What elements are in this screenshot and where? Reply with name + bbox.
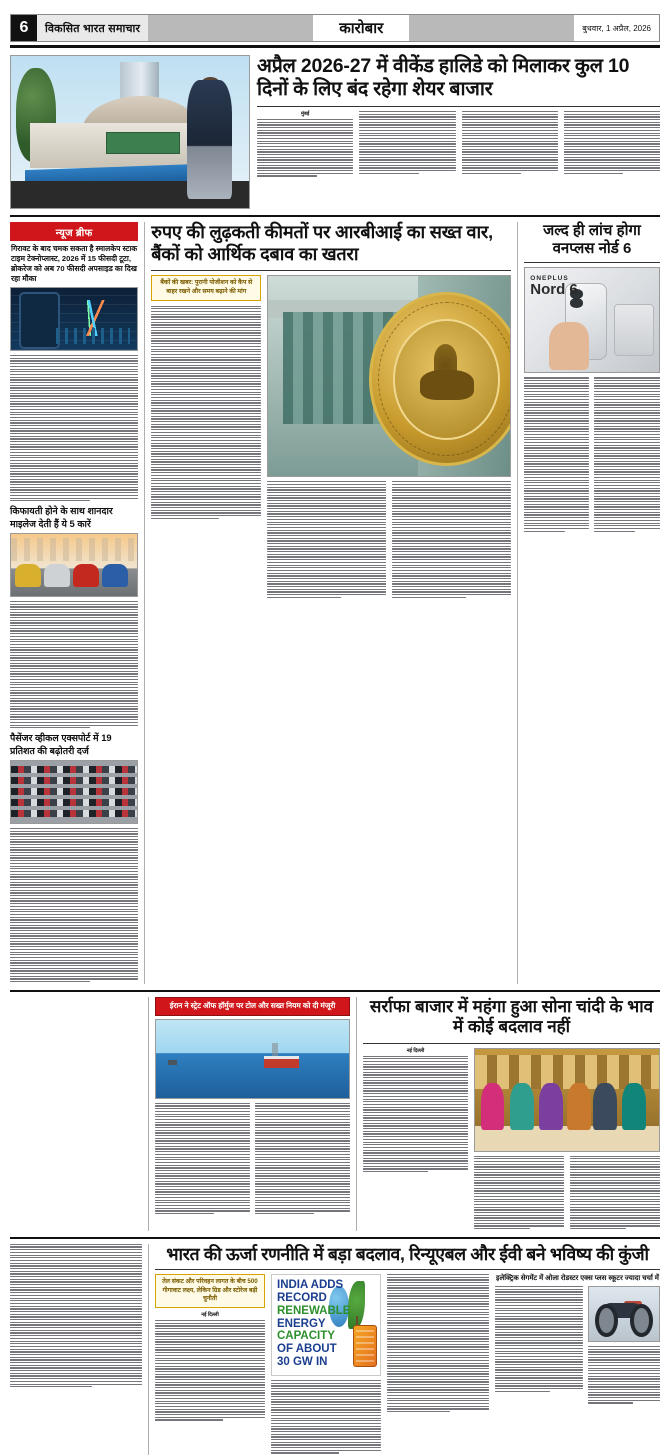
- masthead-spacer-left: [148, 15, 313, 41]
- gold-divider: [363, 1043, 660, 1044]
- section-divider-2: [10, 990, 660, 992]
- news-brief-item-2-body: [10, 601, 138, 729]
- lead-columns: [257, 111, 660, 178]
- energy-column-3: [387, 1274, 489, 1455]
- gold-byline: नई दिल्ली: [406, 1047, 425, 1054]
- masthead: [10, 14, 660, 42]
- section-divider-1: [10, 215, 660, 217]
- lead-body-3: [462, 111, 558, 174]
- news-brief-item-2-summary: किफायती होने के साथ शानदार माइलेज देती हैं ये 5 कारें: [10, 505, 113, 529]
- energy-graphic-line-5: CAPACITY: [277, 1330, 335, 1343]
- iran-story: [155, 997, 350, 1231]
- bottom-band: [10, 1244, 660, 1455]
- lead-body-4: [564, 111, 660, 174]
- column-rule-4: [356, 997, 357, 1231]
- energy-graphic-line-6: OF ABOUT: [277, 1343, 337, 1356]
- masthead-spacer-right: [409, 15, 574, 41]
- column-rule-2: [517, 222, 518, 984]
- ev-sub-headline: इलेक्ट्रिक सेगमेंट में ओला रोडस्टर एक्स प्लस स्कूटर ज्यादा चर्चा में: [496, 1274, 659, 1282]
- stock-app-photo: [10, 287, 138, 351]
- oneplus-body-1: [524, 377, 590, 533]
- newspaper-brand: विकसित भारत समाचार: [37, 15, 148, 41]
- car-parking-lot-photo: [10, 760, 138, 824]
- energy-headline: भारत की ऊर्जा रणनीति में बड़ा बदलाव, रिन्यूएबल और ईवी बने भविष्य की कुंजी: [166, 1243, 649, 1264]
- column-rule-5: [148, 1244, 149, 1455]
- rbi-divider: [151, 270, 511, 271]
- jewellery-showroom-photo: [474, 1048, 660, 1152]
- energy-body-3: [387, 1274, 489, 1412]
- third-band: [10, 997, 660, 1231]
- energy-graphic-line-4: ENERGY: [277, 1317, 326, 1330]
- issue-date: बुधवार, 1 अप्रैल, 2026: [574, 15, 659, 41]
- lead-story: [10, 55, 660, 209]
- lead-photo-block: [10, 55, 250, 209]
- ev-body-2: [588, 1346, 660, 1404]
- bottom-left-body: [10, 1244, 142, 1388]
- gold-body-3: [570, 1156, 660, 1231]
- news-brief-item-1-summary: गिरावट के बाद चमक सकता है स्मालकेप स्टाक टाइम टेक्नोप्लास्ट, 2026 में 15 फीसदी टूटा, ब्रोकरेज को अब 70 फीसदी अपसाइड का दिख रहा मौका: [11, 244, 138, 284]
- oneplus-divider: [524, 262, 660, 263]
- oneplus-brand-label: ONEPLUS: [530, 274, 569, 282]
- column-rule-1: [144, 222, 145, 984]
- energy-graphic-line-1: INDIA ADDS: [277, 1278, 344, 1291]
- rbi-callout: बैंकों की खबर: पुरानी पोजीशन को कैप से बाहर रखने और समय बढ़ाने की मांग: [151, 275, 261, 300]
- energy-graphic-line-3: RENEWABLE: [277, 1304, 351, 1317]
- lead-divider: [257, 106, 660, 107]
- news-brief-banner: न्यूज ब्रीफ: [10, 222, 138, 241]
- ev-scooter-story: [495, 1274, 660, 1455]
- cars-lineup-photo: [10, 533, 138, 597]
- section-title: कारोबार: [313, 15, 409, 41]
- lead-column-2: [359, 111, 455, 178]
- energy-story: [155, 1244, 660, 1455]
- gold-body-1: [363, 1056, 468, 1173]
- gold-story: [363, 997, 660, 1231]
- lead-text-block: [257, 55, 660, 209]
- lead-column-4: [564, 111, 660, 178]
- news-brief-item-1-body: [10, 355, 138, 501]
- energy-body-2: [271, 1380, 381, 1454]
- gold-body-2: [474, 1156, 564, 1231]
- oneplus-headline: जल्द ही लांच होगा वनप्लस नोर्ड 6: [543, 222, 641, 257]
- ev-body-1: [495, 1286, 583, 1405]
- rbi-body-3: [392, 481, 511, 599]
- rbi-headline: रुपए की लुढ़कती कीमतों पर आरबीआई का सख्त वार, बैंकों को आर्थिक दबाव का खतरा: [151, 222, 493, 264]
- energy-body-1: [155, 1320, 265, 1421]
- energy-divider: [155, 1269, 660, 1270]
- news-brief-column: [10, 222, 138, 984]
- third-band-left-spacer: [10, 997, 142, 1231]
- electric-scooter-photo: [588, 1286, 660, 1342]
- iran-banner: ईरान ने स्ट्रेट ऑफ हॉर्मुज पर टोल और सख्त नियम को दी मंजूरी: [155, 997, 350, 1016]
- strait-of-hormuz-photo: [155, 1019, 350, 1099]
- oneplus-body-2: [594, 377, 660, 533]
- gold-headline: सर्राफा बाजार में महंगा हुआ सोना चांदी के भाव में कोई बदलाव नहीं: [369, 996, 654, 1037]
- energy-graphic-line-2: RECORD: [277, 1291, 327, 1304]
- oneplus-story: [524, 222, 660, 984]
- bse-building-photo: [10, 55, 250, 209]
- news-brief-item-3-body: [10, 828, 138, 982]
- masthead-rule: [10, 45, 660, 48]
- iran-body-2: [255, 1103, 350, 1216]
- energy-graphic-line-7: 30 GW IN: [277, 1356, 328, 1369]
- lead-body-1: [257, 119, 353, 177]
- middle-band: [10, 222, 660, 984]
- energy-byline: नई दिल्ली: [201, 1311, 219, 1318]
- iran-body-1: [155, 1103, 250, 1216]
- rbi-building-photo: [267, 275, 511, 477]
- oneplus-model-label: Nord 6: [530, 280, 578, 298]
- rbi-body-2: [267, 481, 386, 599]
- column-rule-3: [148, 997, 149, 1231]
- oneplus-nord-photo: [524, 267, 660, 373]
- lead-body-2: [359, 111, 455, 174]
- lead-byline: मुंबई: [300, 111, 310, 117]
- news-brief-item-3-summary: पैसेंजर व्हीकल एक्सपोर्ट में 19 प्रतिशत की बढ़ोतरी दर्ज: [10, 732, 112, 756]
- page-number: 6: [11, 15, 37, 41]
- renewable-energy-graphic: [271, 1274, 381, 1376]
- rbi-story: [151, 222, 511, 984]
- rbi-body-1: [151, 306, 261, 520]
- energy-callout: तेल संकट और परिवहन लागत के बीच 500 गीगावाट लक्ष्य, लेकिन ग्रिड और स्टोरेज बड़ी चुनौती: [155, 1274, 265, 1308]
- section-divider-3: [10, 1237, 660, 1239]
- bottom-left-spacer: [10, 1244, 142, 1455]
- lead-headline: अप्रैल 2026-27 में वीकेंड हालिडे को मिलाकर कुल 10 दिनों के लिए बंद रहेगा शेयर बाजार: [257, 55, 630, 100]
- lead-column-1: [257, 111, 353, 178]
- lead-column-3: [462, 111, 558, 178]
